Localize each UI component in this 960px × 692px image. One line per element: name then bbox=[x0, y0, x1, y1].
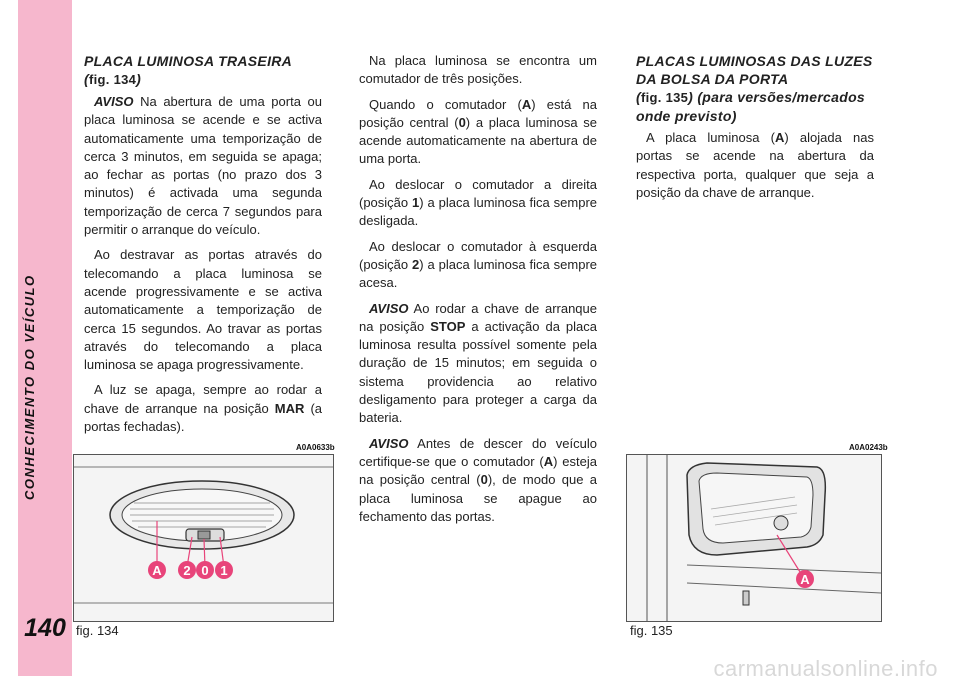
paragraph: Quando o comutador (A) está na posição central (0) a placa luminosa se acende automaticamente na abertura de uma porta. bbox=[359, 96, 597, 167]
heading-placas-bolsa: PLACAS LUMINOSAS DAS LUZES DA BOLSA DA PORTA (fig. 135) (para versões/mercados onde previsto) bbox=[636, 53, 873, 124]
paragraph: AVISO Ao rodar a chave de arranque na posição STOP a activação da placa luminosa resulta possível somente pela duração de 15 minutos; em seguida o sistema providencia ao relativo desligamento para proteger a carga da bateria. bbox=[359, 300, 597, 426]
paragraph: AVISO Na abertura de uma porta ou placa luminosa se acende e se activa automaticamente uma temporização de cerca 3 minutos, em seguida se apaga; ao fechar as portas (no prazo dos 3 minutos) é activada uma segunda temporização de cerca 7 segundos para permitir o arranque do veículo. bbox=[84, 94, 322, 238]
callout-labels bbox=[148, 561, 233, 579]
aviso-label: AVISO bbox=[369, 435, 409, 451]
figure-134-ceiling-lamp bbox=[73, 454, 334, 622]
footer-watermark-url[interactable]: carmanualsonline.info bbox=[713, 656, 938, 681]
figure-code: A0A0633b bbox=[296, 443, 335, 452]
heading-note: para versões/mercados onde previsto bbox=[636, 89, 866, 124]
section-title bbox=[22, 454, 37, 500]
column-1 bbox=[84, 52, 322, 443]
column-2 bbox=[359, 52, 597, 533]
figure-135-door-pocket-light bbox=[626, 454, 882, 622]
page-number: 140 bbox=[24, 614, 66, 642]
figure-caption: fig. 134 bbox=[76, 623, 119, 638]
paragraph: A placa luminosa (A) alojada nas portas se acende na abertura da respectiva porta, qualquer que seja a posição da chave de arranque. bbox=[636, 130, 874, 200]
callout-1-text: 1 bbox=[220, 563, 228, 578]
paragraph: AVISO Antes de descer do veículo certifique-se que o comutador (A) esteja na posição central (0), de modo que a placa luminosa se apague ao fechamento das portas. bbox=[359, 435, 597, 524]
fig-ref: fig. 134 bbox=[88, 72, 137, 87]
callout-a-text: A bbox=[800, 572, 810, 587]
paragraph: Ao deslocar o comutador a direita (posição 1) a placa luminosa fica sempre desligada. bbox=[359, 176, 598, 229]
column-3 bbox=[636, 52, 874, 209]
paragraph: A luz se apaga, sempre ao rodar a chave de arranque na posição MAR (a portas fechadas). bbox=[84, 382, 323, 435]
callout-2-text: 2 bbox=[183, 563, 191, 578]
aviso-label: AVISO bbox=[94, 94, 134, 109]
callout-a-text: A bbox=[152, 563, 162, 578]
callout-0-text: 0 bbox=[201, 563, 209, 578]
paragraph: Ao destravar as portas através do telecomando a placa luminosa se acende progressivamente e se activa automaticamente a temporização de cerca 15 segundos. Ao travar as portas através do telecomando a placa luminosa se apaga progressivamente. bbox=[84, 247, 322, 373]
fig-ref: fig. 135 bbox=[640, 90, 689, 105]
ceiling-lamp-illustration bbox=[74, 455, 333, 621]
paragraph: Ao deslocar o comutador à esquerda (posição 2) a placa luminosa fica sempre acesa. bbox=[359, 238, 598, 291]
figure-code: A0A0243b bbox=[849, 443, 888, 452]
aviso-label: AVISO bbox=[369, 300, 409, 316]
door-pocket-illustration bbox=[627, 455, 881, 621]
figure-caption: fig. 135 bbox=[630, 623, 673, 638]
paragraph: Na placa luminosa se encontra um comutador de três posições. bbox=[359, 53, 597, 87]
heading-text: PLACAS LUMINOSAS DAS LUZES DA BOLSA DA PORTA bbox=[636, 53, 873, 87]
heading-placa-traseira: PLACA LUMINOSA TRASEIRA (fig. 134) bbox=[84, 53, 293, 87]
heading-text: PLACA LUMINOSA TRASEIRA bbox=[84, 53, 293, 69]
